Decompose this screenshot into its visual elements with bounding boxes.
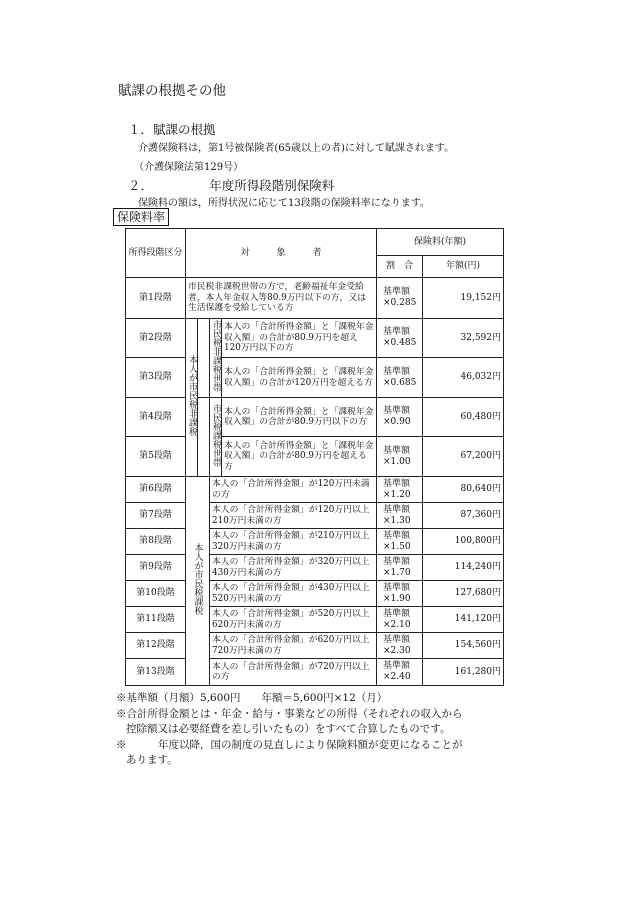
table-row	[126, 358, 504, 398]
group-nontaxable	[186, 319, 198, 477]
table-row	[126, 581, 504, 607]
target-desc: 本人の「合計所得金額」が210万円以上320万円未満の方	[210, 529, 377, 555]
base-label: 基準額	[383, 406, 411, 416]
stage-label: 第7段階	[126, 503, 186, 529]
section1-heading: １．賦課の根拠	[128, 122, 216, 137]
annual-amount: 127,680円	[423, 581, 504, 607]
target-desc: 本人の「合計所得金額」と「課税年金収入額」の合計が80.9万円以下の方	[222, 398, 377, 437]
base-label: 基準額	[383, 556, 411, 567]
ratio-value: ×0.90	[383, 417, 411, 427]
table-row	[126, 555, 504, 581]
table-row	[126, 477, 504, 503]
table-row	[126, 503, 504, 529]
annual-amount: 87,360円	[423, 503, 504, 529]
target-desc: 本人の「合計所得金額」と「課税年金収入額」の合計が80.9万円を超え120万円以下の方	[222, 319, 377, 358]
target-desc: 本人の「合計所得金額」と「課税年金収入額」の合計が120万円を超える方	[222, 358, 377, 398]
section2-text: 保険料の額は，所得状況に応じて13段階の保険料率になります。	[138, 198, 430, 209]
annual-amount: 161,280円	[423, 659, 504, 686]
base-label: 基準額	[383, 366, 411, 377]
stage-label: 第1段階	[126, 278, 186, 319]
ratio-value: ×1.30	[383, 515, 411, 526]
ratio-value: ×2.30	[383, 645, 411, 656]
annual-amount: 67,200円	[423, 437, 504, 477]
annual-amount: 154,560円	[423, 633, 504, 659]
section1-text: 介護保険料は，第1号被保険者(65歳以上の者)に対して賦課されます。	[138, 143, 455, 154]
stage-label: 第11段階	[126, 607, 186, 633]
target-desc: 本人の「合計所得金額」が430万円以上520万円未満の方	[210, 581, 377, 607]
stage-label: 第10段階	[126, 581, 186, 607]
stage-label: 第13段階	[126, 659, 186, 686]
sub-household-nontaxable-label: 市民税非課税世帯	[211, 320, 221, 392]
ratio-value: ×2.10	[383, 619, 411, 630]
base-label: 基準額	[383, 504, 411, 515]
group-taxable-label: 本人が市民税課税	[192, 543, 203, 615]
premium-rate-table	[125, 228, 504, 686]
annual-amount: 141,120円	[423, 607, 504, 633]
page-title: 賦課の根拠その他	[118, 83, 226, 99]
header-annual: 年額(円)	[423, 256, 504, 278]
target-desc: 本人の「合計所得金額」が120万円未満の方	[210, 477, 377, 503]
sub-household-taxable-label: 市民税課税世帯	[211, 403, 221, 467]
stage-label: 第5段階	[126, 437, 186, 477]
bracket-cell	[198, 398, 210, 477]
sub-household-taxable	[210, 398, 222, 477]
base-label: 基準額	[383, 327, 411, 337]
base-label: 基準額	[383, 634, 411, 645]
table-row	[126, 437, 504, 477]
base-label: 基準額	[383, 661, 411, 671]
base-label: 基準額	[383, 478, 411, 489]
sub-household-nontaxable	[210, 319, 222, 398]
stage-label: 第9段階	[126, 555, 186, 581]
annual-amount: 114,240円	[423, 555, 504, 581]
ratio-value: ×1.20	[383, 489, 411, 500]
target-desc: 本人の「合計所得金額」と「課税年金収入額」の合計が80.9万円を超える方	[222, 437, 377, 477]
ratio-value: ×1.90	[383, 593, 411, 604]
note-premium-change-1: ※ 年度以降，国の制度の見直しにより保険料額が変更になることが	[116, 739, 463, 751]
stage-label: 第6段階	[126, 477, 186, 503]
table-header-row	[126, 229, 504, 256]
note-premium-change-2: あります。	[126, 754, 178, 766]
table-row	[126, 633, 504, 659]
base-label: 基準額	[383, 287, 411, 297]
header-ratio: 割 合	[377, 256, 423, 278]
table-row	[126, 319, 504, 358]
target-desc: 本人の「合計所得金額」が620万円以上720万円未満の方	[210, 633, 377, 659]
table-row	[126, 607, 504, 633]
annual-amount: 32,592円	[423, 319, 504, 358]
ratio-value: ×1.70	[383, 567, 411, 578]
section2-heading: ２． 年度所得段階別保険料	[128, 178, 335, 193]
table-row	[126, 529, 504, 555]
ratio-value: ×1.00	[383, 456, 411, 467]
stage-label: 第3段階	[126, 358, 186, 398]
table-row	[126, 398, 504, 437]
header-premium: 保険料(年額)	[377, 229, 504, 256]
ratio-value: ×0.485	[383, 338, 417, 348]
note-income-definition-2: 控除額又は必要経費を差し引いたもの）をすべて合算したものです。	[126, 723, 451, 735]
target-desc: 本人の「合計所得金額」が120万円以上210万円未満の方	[210, 503, 377, 529]
group-nontaxable-label: 本人が市民税非課税	[187, 355, 197, 436]
annual-amount: 80,640円	[423, 477, 504, 503]
group-taxable	[186, 477, 210, 686]
target-desc: 市民税非課税世帯の方で，老齢福祉年金受給者，本人年金収入等80.9万円以下の方，又は生活保護を受給している方	[186, 278, 377, 319]
target-desc: 本人の「合計所得金額」が520万円以上620万円未満の方	[210, 607, 377, 633]
base-label: 基準額	[383, 582, 411, 593]
stage-label: 第2段階	[126, 319, 186, 358]
ratio-value: ×2.40	[383, 672, 411, 682]
header-stage: 所得段階区分	[126, 229, 186, 278]
note-base-amount: ※基準額（月額）5,600円 年額＝5,600円×12（月）	[116, 692, 388, 704]
ratio-value: ×1.50	[383, 541, 411, 552]
target-desc: 本人の「合計所得金額」が320万円以上430万円未満の方	[210, 555, 377, 581]
stage-label: 第4段階	[126, 398, 186, 437]
stage-label: 第12段階	[126, 633, 186, 659]
annual-amount: 19,152円	[423, 278, 504, 319]
note-income-definition-1: ※合計所得金額とは・年金・給与・事業などの所得（それぞれの収入から	[116, 708, 463, 720]
header-target: 対 象 者	[186, 229, 377, 278]
bracket-cell	[198, 319, 210, 398]
ratio-value: ×0.685	[383, 377, 417, 388]
target-desc: 本人の「合計所得金額」が720万円以上の方	[210, 659, 377, 686]
base-label: 基準額	[383, 608, 411, 619]
base-label: 基準額	[383, 445, 411, 456]
stage-label: 第8段階	[126, 529, 186, 555]
section1-law-ref: （介護保険法第129号）	[134, 162, 244, 173]
annual-amount: 46,032円	[423, 358, 504, 398]
annual-amount: 60,480円	[423, 398, 504, 437]
table-row	[126, 659, 504, 686]
base-label: 基準額	[383, 530, 411, 541]
ratio-value: ×0.285	[383, 298, 417, 308]
premium-rate-label: 保険料率	[113, 208, 169, 226]
annual-amount: 100,800円	[423, 529, 504, 555]
table-row	[126, 278, 504, 319]
